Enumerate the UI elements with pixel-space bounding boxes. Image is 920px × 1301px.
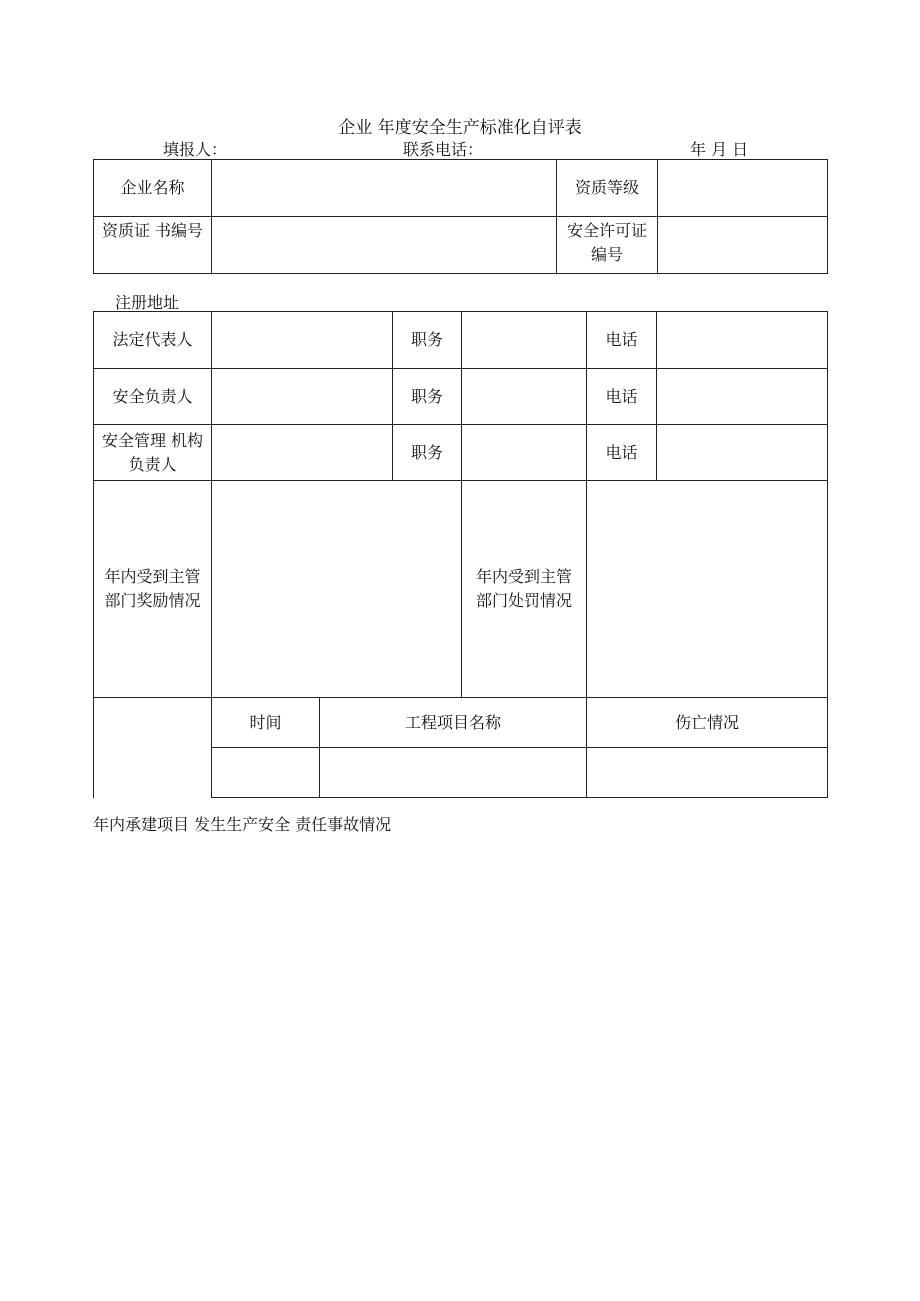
- safety-license-label: [557, 217, 658, 274]
- safety-license-label-line1: 安全许可证: [566, 221, 647, 240]
- legal-rep-label: 法定代表人: [94, 312, 212, 369]
- reward-label: [94, 481, 212, 698]
- penalty-label: [462, 481, 587, 698]
- legal-rep-field[interactable]: [212, 312, 393, 369]
- accident-section-label: 年内承建项目 发生生产安全 责任事故情况: [93, 815, 392, 834]
- safety-dept-head-position-field[interactable]: [462, 425, 587, 481]
- safety-dept-head-position-label: 职务: [393, 425, 462, 481]
- registered-address-label: 注册地址: [115, 293, 180, 312]
- safety-dept-head-label-line1: 安全管理 机构: [101, 430, 204, 450]
- legal-rep-phone-label: 电话: [587, 312, 657, 369]
- reward-label-line2: 部门奖励情况: [104, 591, 201, 610]
- cert-number-label: 资质证 书编号: [94, 217, 212, 274]
- accident-casualty-field[interactable]: [587, 748, 828, 798]
- accident-col-project: 工程项目名称: [320, 698, 587, 748]
- safety-head-position-label: 职务: [393, 369, 462, 425]
- accident-section-cell: [94, 698, 212, 798]
- safety-head-phone-label: 电话: [587, 369, 657, 425]
- legal-rep-position-label: 职务: [393, 312, 462, 369]
- safety-license-label-line2: 编号: [590, 245, 623, 264]
- safety-dept-head-phone-label: 电话: [587, 425, 657, 481]
- qualification-level-label: 资质等级: [557, 160, 658, 217]
- filler-label: 填报人：: [163, 140, 228, 159]
- safety-head-label: 安全负责人: [94, 369, 212, 425]
- reward-field[interactable]: [212, 481, 462, 698]
- qualification-level-field[interactable]: [658, 160, 828, 217]
- date-label: 年 月 日: [690, 140, 749, 159]
- safety-dept-head-label: [94, 425, 212, 481]
- page-title: 企业 年度安全生产标准化自评表: [338, 118, 582, 138]
- penalty-label-line1: 年内受到主管: [475, 567, 572, 586]
- cert-number-field[interactable]: [212, 217, 557, 274]
- company-info-table: [93, 159, 828, 274]
- accident-project-field[interactable]: [320, 748, 587, 798]
- penalty-field[interactable]: [587, 481, 828, 698]
- legal-rep-phone-field[interactable]: [657, 312, 828, 369]
- safety-head-field[interactable]: [212, 369, 393, 425]
- accident-col-time: 时间: [212, 698, 320, 748]
- accident-time-field[interactable]: [212, 748, 320, 798]
- safety-dept-head-field[interactable]: [212, 425, 393, 481]
- company-name-field[interactable]: [212, 160, 557, 217]
- reward-label-line1: 年内受到主管: [104, 567, 201, 586]
- safety-dept-head-phone-field[interactable]: [657, 425, 828, 481]
- safety-head-position-field[interactable]: [462, 369, 587, 425]
- safety-license-field[interactable]: [658, 217, 828, 274]
- personnel-table: [93, 311, 828, 798]
- safety-dept-head-label-line2: 负责人: [128, 454, 177, 474]
- accident-col-casualty: 伤亡情况: [587, 698, 828, 748]
- legal-rep-position-field[interactable]: [462, 312, 587, 369]
- company-name-label: 企业名称: [94, 160, 212, 217]
- safety-head-phone-field[interactable]: [657, 369, 828, 425]
- phone-label: 联系电话：: [403, 140, 484, 159]
- penalty-label-line2: 部门处罚情况: [475, 591, 572, 610]
